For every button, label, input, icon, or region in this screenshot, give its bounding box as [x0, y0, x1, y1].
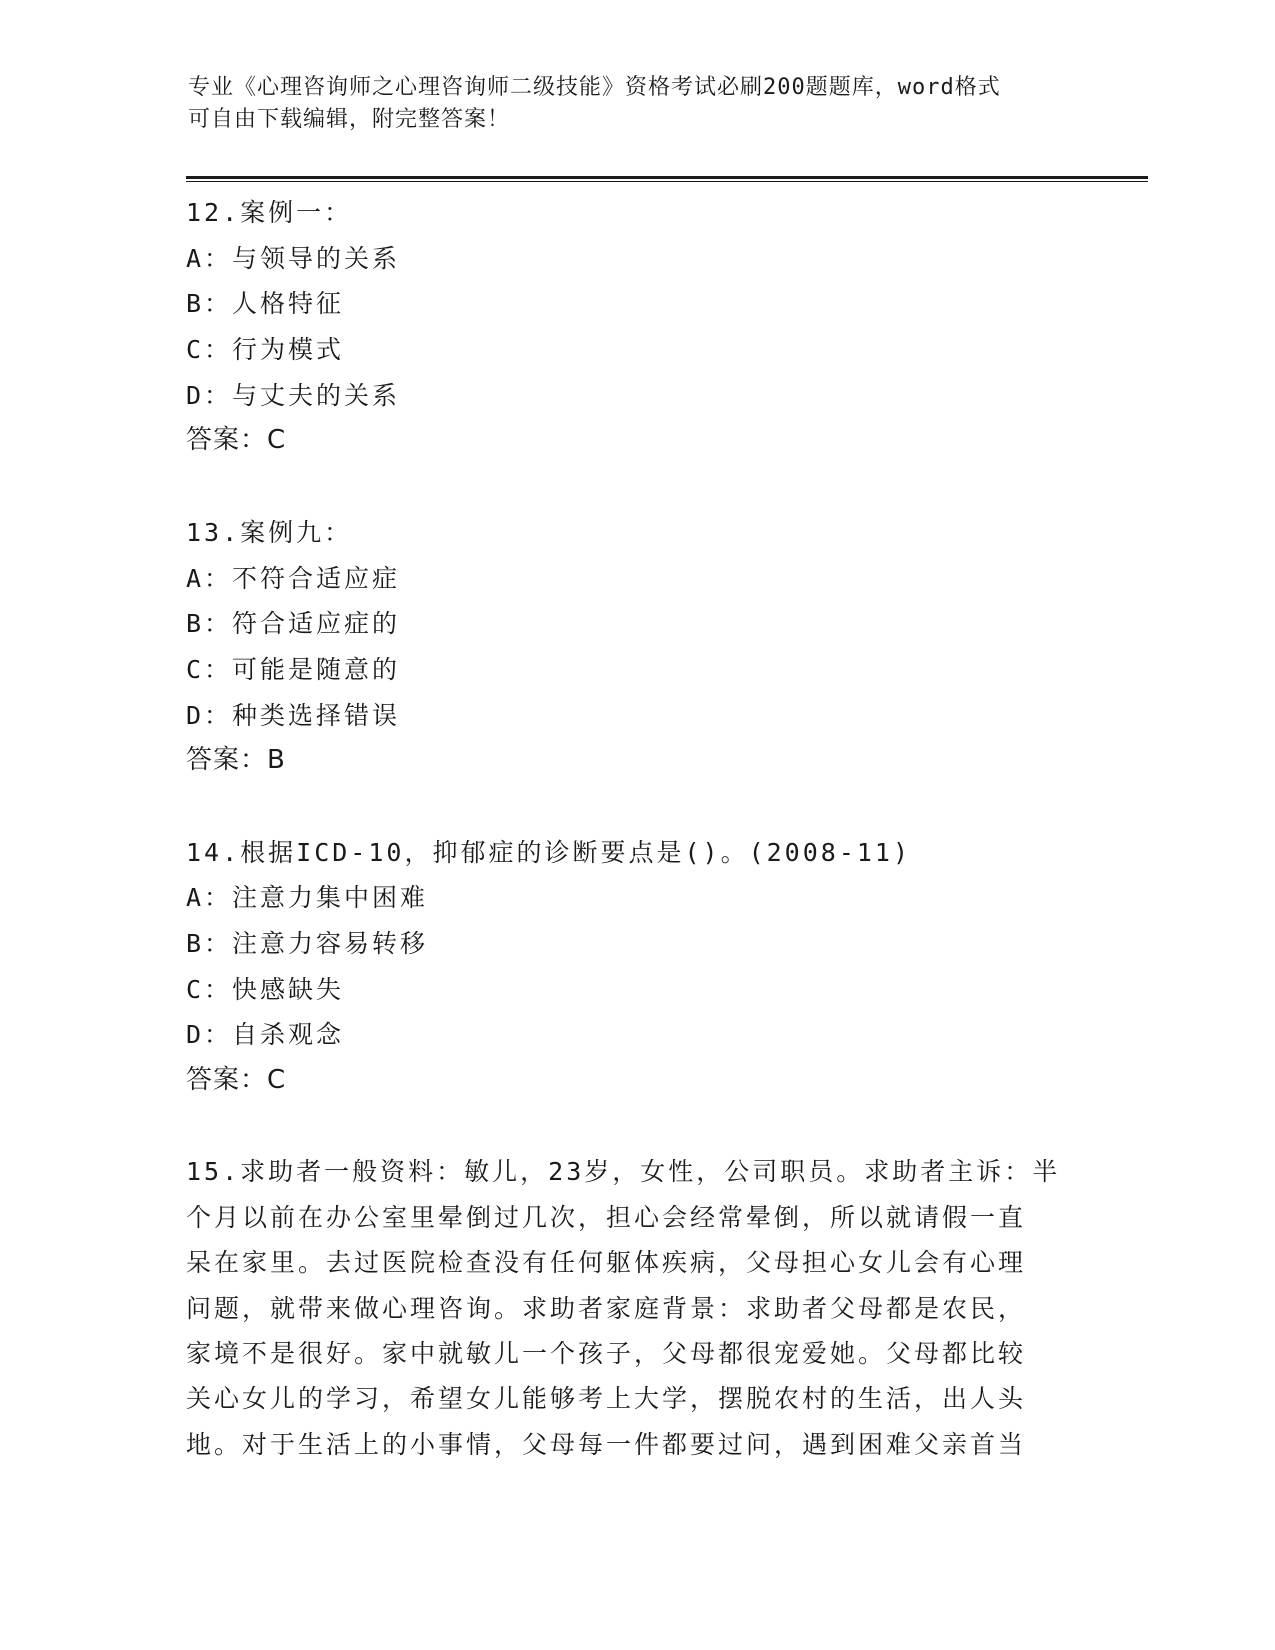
spacer [186, 1104, 1086, 1150]
question-stem: 12.案例一： [186, 198, 353, 227]
header-line-2: 可自由下载编辑，附完整答案！ [188, 107, 511, 132]
header-divider-thin [186, 181, 1148, 182]
spacer [186, 784, 1086, 830]
paragraph-line: 关心女儿的学习，希望女儿能够考上大学，摆脱农村的生活，出人头 [186, 1384, 1027, 1414]
question-stem: 14.根据ICD-10，抑郁症的诊断要点是()。(2008-11) [186, 837, 912, 867]
option-a: A：注意力集中困难 [186, 883, 429, 913]
option-a: A：与领导的关系 [186, 243, 401, 273]
paragraph-line: 地。对于生活上的小事情，父母每一件都要过问，遇到困难父亲首当 [186, 1429, 1027, 1459]
spacer [186, 464, 1086, 510]
paragraph-line: 问题，就带来做心理咨询。求助者家庭背景：求助者父母都是农民， [186, 1293, 1027, 1323]
option-c: C：可能是随意的 [186, 654, 401, 684]
paragraph-line: 家境不是很好。家中就敏儿一个孩子，父母都很宠爱她。父母都比较 [186, 1339, 1027, 1369]
paragraph-line: 呆在家里。去过医院检查没有任何躯体疾病，父母担心女儿会有心理 [186, 1248, 1027, 1278]
question-12 [186, 190, 1086, 464]
option-d: D：与丈夫的关系 [186, 380, 401, 410]
paragraph-line: 个月以前在办公室里晕倒过几次，担心会经常晕倒，所以就请假一直 [186, 1202, 1027, 1232]
option-b: B：符合适应症的 [186, 609, 401, 639]
header-divider-thick [186, 176, 1148, 179]
question-14 [186, 830, 1086, 1104]
header-line-1: 专业《心理咨询师之心理咨询师二级技能》资格考试必刷200题题库，word格式 [188, 75, 1001, 100]
option-b: B：人格特征 [186, 289, 345, 319]
option-d: D：种类选择错误 [186, 700, 401, 730]
document-header [188, 72, 1068, 136]
question-15-paragraph [186, 1149, 1086, 1467]
paragraph-line: 15.求助者一般资料：敏儿，23岁，女性，公司职员。求助者主诉：半 [186, 1157, 1061, 1187]
question-13 [186, 510, 1086, 784]
option-a: A：不符合适应症 [186, 563, 401, 593]
answer: 答案：C [186, 425, 287, 456]
document-body [186, 190, 1086, 1467]
answer: 答案：C [186, 1065, 287, 1096]
option-d: D：自杀观念 [186, 1020, 345, 1050]
answer: 答案：B [186, 745, 286, 776]
option-b: B：注意力容易转移 [186, 929, 429, 958]
option-c: C：快感缺失 [186, 974, 345, 1004]
question-stem: 13.案例九： [186, 517, 353, 547]
option-c: C：行为模式 [186, 335, 345, 365]
